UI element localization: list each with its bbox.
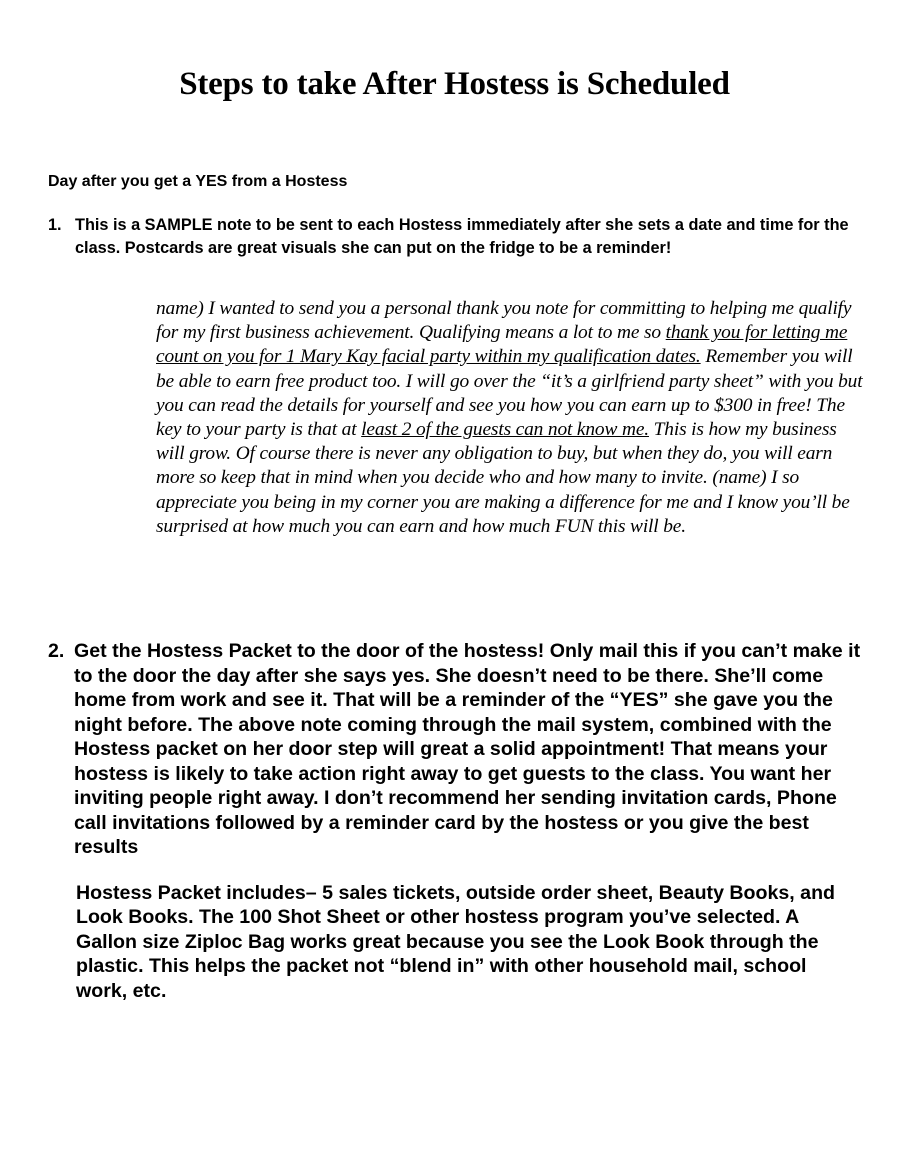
step-2-number: 2. — [48, 640, 65, 662]
hostess-packet-note: Hostess Packet includes– 5 sales tickets, outside order sheet, Beauty Books, and Look Books. The 100 Shot Sheet or other hostess program you’ve selected. A Gallon size Ziploc Bag works great because you see the Look Book through the plastic. This helps the packet not “blend in” with other household mail, school work, etc. — [76, 882, 836, 1002]
step-2-text: Get the Hostess Packet to the door of the hostess! Only mail this if you can’t make it to the door the day after she says yes. She doesn’t need to be there. She’ll come home from work and see it. That will be a reminder of the “YES” she gave you the night before. The above note coming through the mail system, combined with the Hostess packet on her door step will great a solid appointment! That means your hostess is likely to take action right away to get guests to the class. You want her inviting people right away. I don’t recommend her sending invitation cards, Phone call invitations followed by a reminder card by the hostess or you give the best results — [74, 640, 861, 858]
sample-note-part-1: name) I wanted to send you a personal thank you note for committing to helping me qualify for my first business achievement. Qualifying means a lot to me so — [156, 298, 852, 344]
step-1-text: This is a SAMPLE note to be sent to each Hostess immediately after she sets a date and time for the class. Postcards are great visuals she can put on the fridge to be a reminder! — [75, 216, 849, 257]
sample-note — [156, 297, 866, 539]
step-1-number: 1. — [48, 216, 62, 234]
section-subheading: Day after you get a YES from a Hostess — [48, 173, 348, 190]
sample-note-part-2: Remember you will be able to earn free product too. I will go over the “it’s a girlfriend party sheet” with you but you can read the details for yourself and see you how you can earn up to $300 in free! The key to your party is that at — [156, 346, 863, 441]
sample-note-underlined-2: least 2 of the guests can not know me. — [361, 419, 649, 441]
sample-note-part-3: This is how my business will grow. Of course there is never any obligation to buy, but when they do, you will earn more so keep that in mind when you decide who and how many to invite. (name) I so appreciate you being in my corner you are making a difference for me and I know you’ll be surprised at how much you can earn and how much FUN this will be. — [156, 419, 850, 537]
step-2 — [48, 639, 868, 860]
page-title: Steps to take After Hostess is Scheduled — [179, 66, 730, 102]
step-1 — [48, 214, 858, 260]
sample-note-underlined-1: thank you for letting me count on you for 1 Mary Kay facial party within my qualification dates. — [156, 322, 848, 368]
